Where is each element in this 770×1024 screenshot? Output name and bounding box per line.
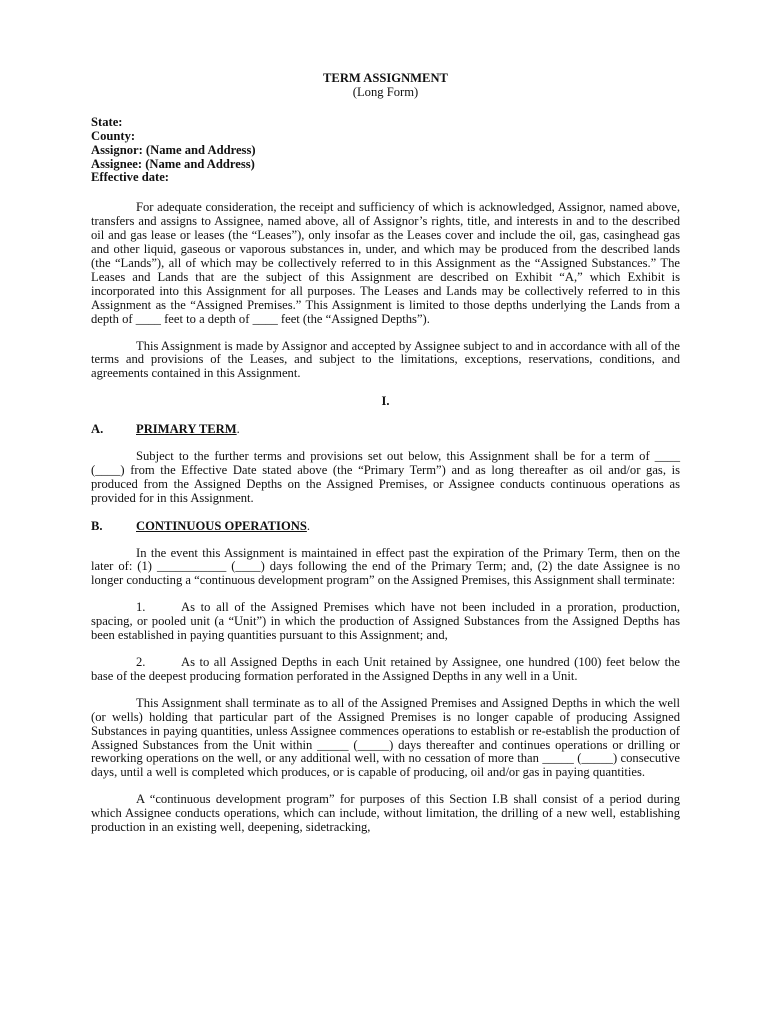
state-line: State: <box>91 114 123 129</box>
article-number: I. <box>381 394 390 409</box>
document-subtitle: (Long Form) <box>352 84 419 99</box>
county-line: County: <box>91 128 136 143</box>
list-item-2-text: As to all Assigned Depths in each Unit retained by Assignee, one hundred (100) feet below the base of the deepest producing formation perforated in the Assigned Depths in any well in a Unit. <box>91 655 680 683</box>
assignor-line: Assignor: (Name and Address) <box>91 142 256 157</box>
effective-date-line: Effective date: <box>91 170 169 185</box>
header-fields <box>91 116 680 186</box>
intro-paragraph-1: For adequate consideration, the receipt and sufficiency of which is acknowledged, Assignor, named above, transfers and assigns to Assignee, named above, all of Assignor’s rights, title, and interests in and to the described oil and gas lease or leases (the “Leases”), only insofar as the Leases cover and include the oil, gas, casinghead gas and other liquid, gaseous or vaporous substances in, under, and which may be produced from the described lands (the “Lands”), all of which may be collectively referred to in this Assignment as the “Assigned Substances.” The Leases and Lands that are the subject of this Assignment are described on Exhibit “A,” which Exhibit is incorporated into this Assignment for all purposes. The Leases and Lands may be collectively referred to in this Assignment as the “Assigned Premises.” This Assignment is limited to those depths underlying the Lands from a depth of ____ feet to a depth of ____ feet (the “Assigned Depths”). <box>91 200 680 326</box>
list-item-2-number: 2. <box>136 655 146 669</box>
program-paragraph: A “continuous development program” for purposes of this Section I.B shall consist of a period during which Assignee conducts operations, which can include, without limitation, the drilling of a new well, establishing production in an existing well, deepening, sidetracking, <box>91 792 680 835</box>
document-title: TERM ASSIGNMENT <box>323 71 448 85</box>
list-item-2 <box>91 656 680 684</box>
section-a-title: PRIMARY TERM <box>136 422 237 437</box>
section-b-letter: B. <box>91 518 103 533</box>
section-a-letter: A. <box>91 422 104 437</box>
section-b-heading: B. CONTINUOUS OPERATIONS. <box>91 518 311 533</box>
document-page <box>91 68 680 835</box>
intro-paragraph-2: This Assignment is made by Assignor and accepted by Assignee subject to and in accordance with all of the terms and provisions of the Leases, and subject to the limitations, exceptions, reservations, conditions, and agreements contained in this Assignment. <box>91 338 680 381</box>
section-a-heading: A. PRIMARY TERM. <box>91 422 240 437</box>
termination-paragraph: This Assignment shall terminate as to all of the Assigned Premises and Assigned Depths in which the well (or wells) holding that particular part of the Assigned Premises is no longer capable of producing Assigned Substances in paying quantities, unless Assignee commences operations to establish or re-establish the production of Assigned Substances from the Unit within _____ (_____) days thereafter and continues operations or drilling or reworking operations on the well, or any additional well, with no cessation of more than _____ (_____) consecutive days, until a well is completed which produces, or is capable of producing, oil and/or gas in paying quantities. <box>91 695 680 780</box>
section-b-paragraph: In the event this Assignment is maintained in effect past the expiration of the Primary Term, then on the later of: (1) ___________ (____) days following the end of the Primary Term; and, (2) the date Assignee is no longer conducting a “continuous development program” on the Assigned Premises, this Assignment shall terminate: <box>91 545 680 588</box>
list-item-1-text: As to all of the Assigned Premises which have not been included in a proration, production, spacing, or pooled unit (a “Unit”) in which the production of Assigned Substances from the Assigned Depths has been established in paying quantities pursuant to this Assignment; and, <box>91 600 680 643</box>
assignee-line: Assignee: (Name and Address) <box>91 156 255 171</box>
section-a-paragraph: Subject to the further terms and provisions set out below, this Assignment shall be for a term of ____ (____) from the Effective Date stated above (the “Primary Term”) and as long thereafter as oil and/or gas, is produced from the Assigned Depths on the Assigned Premises, or Assignee conducts continuous operations as provided for in this Assignment. <box>91 449 680 505</box>
list-item-1-number: 1. <box>136 600 146 615</box>
section-b-title: CONTINUOUS OPERATIONS <box>136 518 307 533</box>
list-item-1 <box>91 601 680 643</box>
